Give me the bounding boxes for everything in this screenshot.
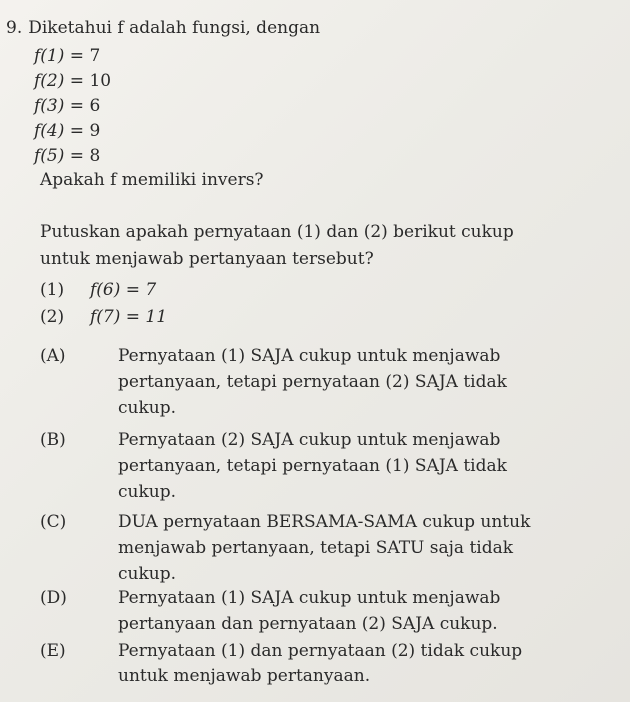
fn-label: f(2) — [34, 71, 65, 91]
option-text: Pernyataan (2) SAJA cukup untuk menjawab — [118, 430, 501, 450]
option-c[interactable] — [40, 512, 530, 532]
statement-number: (1) — [40, 280, 65, 300]
option-text: Pernyataan (1) SAJA cukup untuk menjawab — [118, 346, 501, 366]
fn-value: 9 — [89, 121, 101, 141]
statement-expression: f(6) = 7 — [90, 280, 157, 300]
fn-label: f(3) — [34, 96, 65, 116]
option-text: DUA pernyataan BERSAMA-SAMA cukup untuk — [118, 512, 531, 532]
option-label: (D) — [40, 588, 67, 608]
function-value-4: f(4) = 9 — [34, 121, 101, 141]
option-c-line-2: menjawab pertanyaan, tetapi SATU saja tidak — [118, 538, 514, 558]
option-d[interactable] — [40, 588, 500, 608]
option-c-line-3: cukup. — [118, 564, 177, 584]
option-text: Pernyataan (1) dan pernyataan (2) tidak cukup — [118, 641, 523, 661]
function-value-5: f(5) = 8 — [34, 146, 101, 166]
option-b[interactable] — [40, 430, 500, 450]
option-b-line-3: cukup. — [118, 482, 177, 502]
instruction-line-2: untuk menjawab pertanyaan tersebut? — [40, 249, 374, 269]
option-label: (C) — [40, 512, 67, 532]
option-label: (B) — [40, 430, 66, 450]
statement-1 — [40, 280, 156, 300]
statement-number: (2) — [40, 307, 65, 327]
fn-label: f(4) — [34, 121, 65, 141]
statement-expression: f(7) = 11 — [90, 307, 168, 327]
function-value-1: f(1) = 7 — [34, 46, 101, 66]
question-ask: Apakah f memiliki invers? — [40, 170, 264, 190]
option-a[interactable] — [40, 346, 560, 366]
fn-value: 10 — [89, 71, 112, 91]
option-e[interactable] — [40, 641, 522, 661]
fn-value: 6 — [89, 96, 101, 116]
question-intro: Diketahui f adalah fungsi, dengan — [28, 18, 321, 38]
fn-label: f(5) — [34, 146, 65, 166]
function-value-3: f(3) = 6 — [34, 96, 101, 116]
option-b-line-2: pertanyaan, tetapi pernyataan (1) SAJA tidak — [118, 456, 507, 476]
fn-label: f(1) — [34, 46, 65, 66]
instruction-line-1: Putuskan apakah pernyataan (1) dan (2) berikut cukup — [40, 222, 514, 242]
option-e-line-2: untuk menjawab pertanyaan. — [118, 666, 371, 686]
fn-value: 7 — [89, 46, 101, 66]
option-a-line-3: cukup. — [118, 398, 177, 418]
question-title — [6, 18, 320, 38]
option-d-line-2: pertanyaan dan pernyataan (2) SAJA cukup. — [118, 614, 498, 634]
statement-2 — [40, 307, 167, 327]
option-label: (E) — [40, 641, 66, 661]
option-text: Pernyataan (1) SAJA cukup untuk menjawab — [118, 588, 501, 608]
option-a-line-2: pertanyaan, tetapi pernyataan (2) SAJA tidak — [118, 372, 507, 392]
option-label: (A) — [40, 346, 66, 366]
fn-value: 8 — [89, 146, 101, 166]
question-number: 9. — [6, 18, 23, 38]
function-value-2: f(2) = 10 — [34, 71, 112, 91]
